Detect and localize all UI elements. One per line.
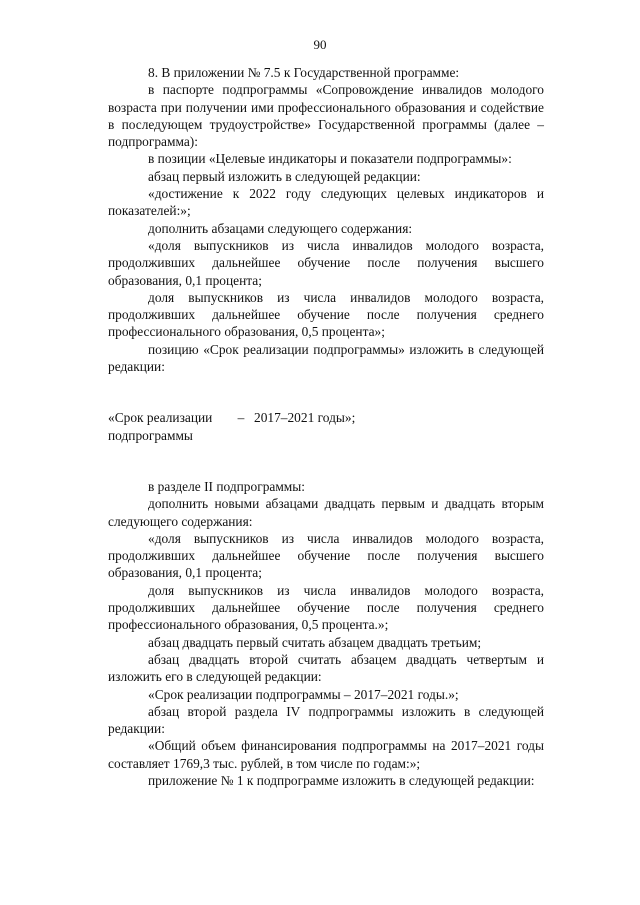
document-body xyxy=(108,64,544,789)
paragraph-term-position: позицию «Срок реализации подпрограммы» изложить в следующей редакции: xyxy=(108,341,544,375)
term-table-value: 2017–2021 годы»; xyxy=(254,410,356,426)
paragraph-item-heading: 8. В приложении № 7.5 к Государственной программе: xyxy=(148,65,460,80)
paragraph-add-new-abzacs: дополнить новыми абзацами двадцать первым и двадцать вторым следующего содержания: xyxy=(108,496,544,529)
term-table-dash: – xyxy=(237,410,245,426)
paragraph-renumber-22: абзац двадцать второй считать абзацем двадцать четвертым и изложить его в следующей редакции: xyxy=(108,651,544,685)
paragraph-first-abzac: абзац первый изложить в следующей редакции: xyxy=(148,168,421,184)
paragraph-renumber-21: абзац двадцать первый считать абзацем двадцать третьим; xyxy=(148,634,482,650)
paragraph-section-four: абзац второй раздела IV подпрограммы изложить в следующей редакции: xyxy=(108,703,544,737)
paragraph-achievement: «достижение к 2022 году следующих целевых индикаторов и показателей:»; xyxy=(108,186,544,219)
paragraph-term-quote: «Срок реализации подпрограммы – 2017–2021 годы.»; xyxy=(148,686,459,702)
paragraph-financing: «Общий объем финансирования подпрограммы на 2017–2021 годы составляет 1769,3 тыс. рублей, в том числе по годам:»; xyxy=(108,738,544,771)
paragraph-supplement: дополнить абзацами следующего содержания: xyxy=(148,220,413,236)
term-table xyxy=(108,409,544,444)
paragraph-section-two: в разделе II подпрограммы: xyxy=(148,478,305,494)
paragraph-share-higher-2: «доля выпускников из числа инвалидов молодого возраста, продолживших дальнейшее обучение после получения высшего образования, 0,1 процента; xyxy=(108,530,544,581)
paragraph-share-higher: «доля выпускников из числа инвалидов молодого возраста, продолживших дальнейшее обучение после получения высшего образования, 0,1 процента; xyxy=(108,237,544,288)
page-number: 90 xyxy=(313,37,327,52)
paragraph-passport: в паспорте подпрограммы «Сопровождение инвалидов молодого возраста при получении ими профессионального образования и содействие в последующем трудоустройстве» Государственной программы (далее – подпрограмма): xyxy=(108,82,544,150)
paragraph-position-indicators: в позиции «Целевые индикаторы и показатели подпрограммы»: xyxy=(148,151,512,167)
paragraph-appendix-one: приложение № 1 к подпрограмме изложить в следующей редакции: xyxy=(148,772,535,788)
paragraph-share-secondary: доля выпускников из числа инвалидов молодого возраста, продолживших дальнейшее обучение после получения среднего профессионального образования, 0,5 процента»; xyxy=(108,289,544,340)
term-table-label: «Срок реализации подпрограммы xyxy=(108,410,213,443)
paragraph-share-secondary-2: доля выпускников из числа инвалидов молодого возраста, продолживших дальнейшее обучение после получения среднего профессионального образования, 0,5 процента.»; xyxy=(108,582,544,633)
